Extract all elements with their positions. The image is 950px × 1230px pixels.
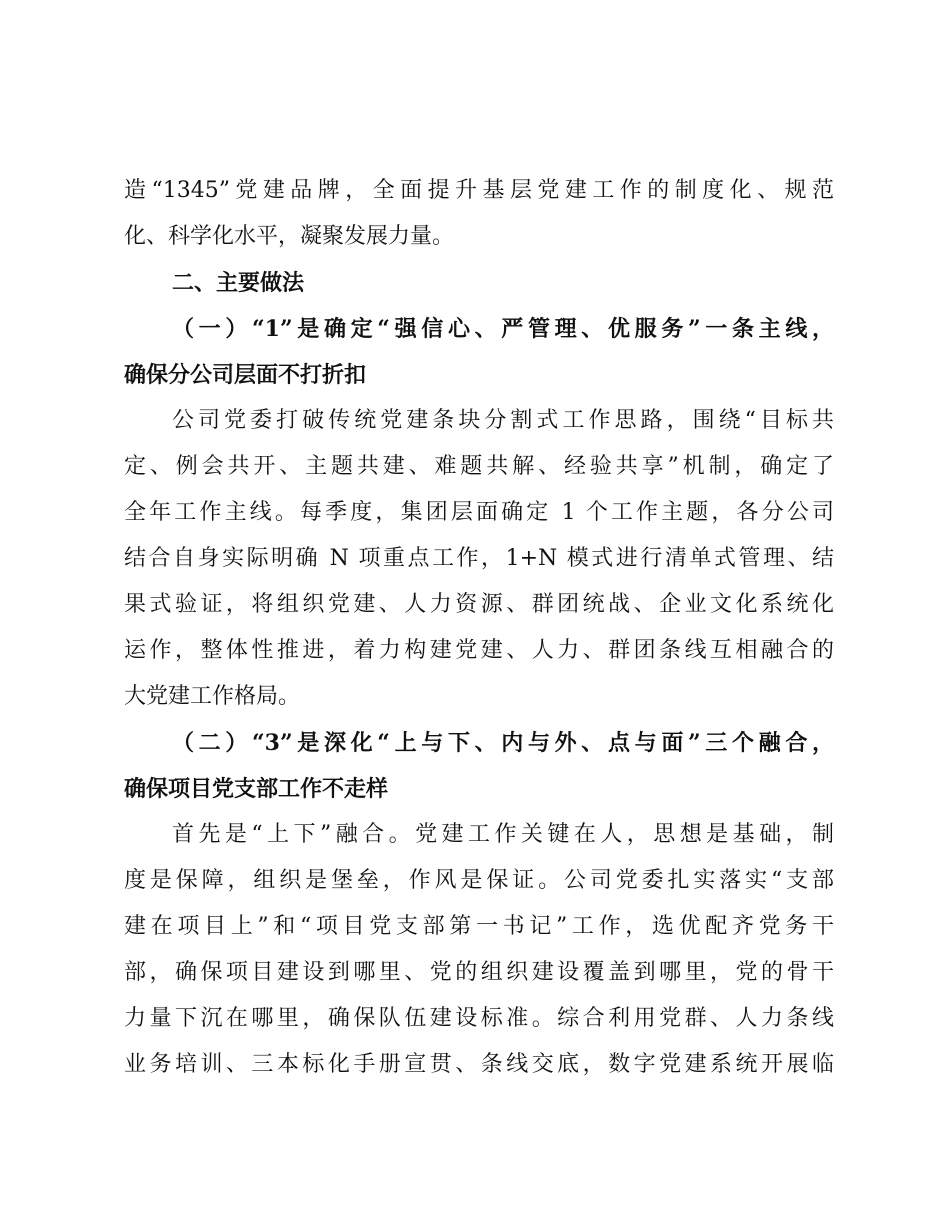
paragraph-line: 部，确保项目建设到哪里、党的组织建设覆盖到哪里，党的骨干 bbox=[124, 960, 834, 985]
paragraph-line: 运作，整体性推进，着力构建党建、人力、群团条线互相融合的 bbox=[124, 638, 834, 663]
paragraph-line: 定、例会共开、主题共建、难题共解、经验共享”机制，确定了 bbox=[124, 454, 834, 479]
heading-line: （一）“1”是确定“强信心、严管理、优服务”一条主线， bbox=[172, 316, 834, 342]
paragraph-line: 度是保障，组织是堡垒，作风是保证。公司党委扎实落实“支部 bbox=[124, 868, 834, 893]
paragraph-line: 首先是“上下”融合。党建工作关键在人，思想是基础，制 bbox=[172, 822, 834, 847]
paragraph-line: 造“1345”党建品牌，全面提升基层党建工作的制度化、规范 bbox=[124, 178, 834, 203]
heading-line: 确保项目党支部工作不走样 bbox=[124, 776, 389, 802]
paragraph-line: 果式验证，将组织党建、人力资源、群团统战、企业文化系统化 bbox=[124, 592, 834, 617]
paragraph-line: 全年工作主线。每季度，集团层面确定 1 个工作主题，各分公司 bbox=[124, 500, 834, 525]
heading-line: （二）“3”是深化“上与下、内与外、点与面”三个融合， bbox=[172, 730, 834, 756]
paragraph-line: 化、科学化水平，凝聚发展力量。 bbox=[124, 224, 455, 249]
paragraph-line: 力量下沉在哪里，确保队伍建设标准。综合利用党群、人力条线 bbox=[124, 1006, 834, 1031]
paragraph-line: 业务培训、三本标化手册宣贯、条线交底，数字党建系统开展临 bbox=[124, 1052, 834, 1077]
heading-line: 二、主要做法 bbox=[172, 270, 305, 296]
paragraph-line: 建在项目上”和“项目党支部第一书记”工作，选优配齐党务干 bbox=[124, 914, 834, 939]
paragraph-line: 大党建工作格局。 bbox=[124, 684, 301, 709]
paragraph-line: 结合自身实际明确 N 项重点工作，1+N 模式进行清单式管理、结 bbox=[124, 546, 834, 571]
paragraph-line: 公司党委打破传统党建条块分割式工作思路，围绕“目标共 bbox=[172, 408, 834, 433]
heading-line: 确保分公司层面不打折扣 bbox=[124, 362, 367, 388]
document-body bbox=[124, 168, 834, 1088]
